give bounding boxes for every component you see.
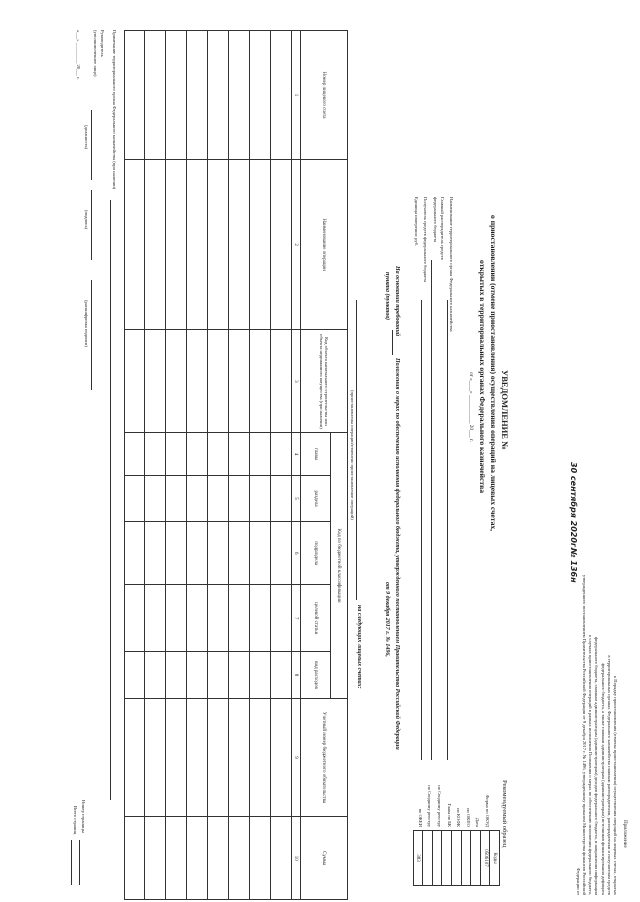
table-cell[interactable] xyxy=(229,585,250,652)
table-cell[interactable] xyxy=(229,433,250,475)
table-cell[interactable] xyxy=(166,433,187,475)
table-cell[interactable] xyxy=(250,433,271,475)
field-label: федерального бюджета xyxy=(433,197,438,243)
table-row xyxy=(208,31,229,900)
table-cell[interactable] xyxy=(187,817,208,900)
table-cell[interactable] xyxy=(187,31,208,160)
code-label: Глава по БК xyxy=(446,803,452,827)
table-cell[interactable] xyxy=(208,817,229,900)
table-cell[interactable] xyxy=(166,698,187,817)
code-label: по ОКПО xyxy=(465,808,471,827)
code-value xyxy=(423,831,433,886)
code-label: по Сводному реестру xyxy=(437,785,442,827)
table-cell[interactable] xyxy=(250,585,271,652)
footer-page-no: Номер страницы xyxy=(81,800,86,833)
table-cell[interactable] xyxy=(250,475,271,521)
th-account: Номер лицевого счета xyxy=(301,31,348,160)
table-row xyxy=(187,31,208,900)
table-cell[interactable] xyxy=(166,817,187,900)
basis-text2: от 9 декабря 2017 г. № 1496, xyxy=(384,582,390,657)
th-operation: Наименование операции xyxy=(301,160,348,330)
table-cell[interactable] xyxy=(145,330,166,433)
code-value: 383 xyxy=(413,831,423,886)
table-row xyxy=(250,31,271,900)
table-cell[interactable] xyxy=(271,652,292,698)
codes-header: Коды xyxy=(490,831,500,886)
doc-title: УВЕДОМЛЕНИЕ № xyxy=(500,370,510,450)
code-label: по ОКЕИ xyxy=(417,808,423,827)
code-label: по Сводному реестру xyxy=(427,785,433,827)
field-label: Главный распорядитель средств xyxy=(440,197,445,260)
footer-head-sub: (уполномоченное лицо) xyxy=(93,30,98,77)
table-cell[interactable] xyxy=(229,330,250,433)
table-cell[interactable] xyxy=(229,698,250,817)
table-cell[interactable] xyxy=(271,31,292,160)
table-row xyxy=(166,31,187,900)
table-cell[interactable] xyxy=(166,31,187,160)
table-cell[interactable] xyxy=(250,652,271,698)
table-cell[interactable] xyxy=(125,475,145,521)
footer-pos: (должность) xyxy=(84,125,89,150)
table-cell[interactable] xyxy=(125,652,145,698)
table-cell[interactable] xyxy=(250,522,271,585)
table-cell[interactable] xyxy=(125,330,145,433)
table-cell[interactable] xyxy=(166,160,187,330)
table-cell[interactable] xyxy=(145,31,166,160)
table-cell[interactable] xyxy=(145,522,166,585)
table-cell[interactable] xyxy=(208,330,229,433)
table-cell[interactable] xyxy=(145,475,166,521)
column-number: 10 xyxy=(292,817,301,900)
table-cell[interactable] xyxy=(166,330,187,433)
table-cell[interactable] xyxy=(145,433,166,475)
footer-decode: (расшифровка подписи) xyxy=(84,300,89,347)
th-uchetny: Учетный номер бюджетного обязательства xyxy=(301,698,348,817)
th-vid: вид расходов xyxy=(301,652,331,698)
table-cell[interactable] xyxy=(125,433,145,475)
appendix-title: Приложение xyxy=(622,820,628,848)
table-cell[interactable] xyxy=(125,31,145,160)
table-cell[interactable] xyxy=(208,698,229,817)
column-number: 1 xyxy=(292,31,301,160)
field-label: Наименование территориального органа Федерального казначейства xyxy=(449,197,454,332)
code-label: по КОФК xyxy=(456,808,462,827)
doc-date-line: от «____» ___________ 20___ г. xyxy=(468,372,474,442)
code-value xyxy=(471,831,481,886)
column-number: 8 xyxy=(292,652,301,698)
th-glava: главы xyxy=(301,433,331,475)
table-row xyxy=(125,31,145,900)
table-cell[interactable] xyxy=(250,31,271,160)
doc-subtitle-1: о приостановлении (отмене приостановления) осуществления операций на лицевых счетах, xyxy=(489,215,498,532)
table-cell[interactable] xyxy=(271,330,292,433)
table-cell[interactable] xyxy=(250,330,271,433)
table-cell[interactable] xyxy=(187,522,208,585)
footer-note: Примечание территориального органа Федерального казначейства (при наличии) xyxy=(112,30,117,190)
table-cell[interactable] xyxy=(187,160,208,330)
table-cell[interactable] xyxy=(208,31,229,160)
column-number: 2 xyxy=(292,160,301,330)
footer-pages: Всего страниц xyxy=(73,806,78,835)
code-value xyxy=(432,831,442,886)
table-cell[interactable] xyxy=(229,475,250,521)
table-cell[interactable] xyxy=(229,652,250,698)
column-number: 5 xyxy=(292,475,301,521)
table-cell[interactable] xyxy=(125,160,145,330)
field-label: Единица измерения: руб. xyxy=(414,197,419,247)
th-razdel: раздела xyxy=(301,475,331,521)
appendix-line: в территориальных органах Федерального казначейства главным распорядителям, распорядителям и получателям средств xyxy=(606,655,612,895)
code-value xyxy=(452,831,462,886)
table-cell[interactable] xyxy=(145,698,166,817)
table-cell[interactable] xyxy=(166,585,187,652)
table-cell[interactable] xyxy=(208,433,229,475)
code-value xyxy=(442,831,452,886)
appendix-line: утвержденного постановлением Правительства Российской Федерации от 9 декабря 2017 г. № 1496, утвержденному приказом Министерства финансов Российской xyxy=(582,574,587,895)
table-cell[interactable] xyxy=(125,698,145,817)
appendix-line: Федерации от xyxy=(575,867,581,895)
table-cell[interactable] xyxy=(271,522,292,585)
table-cell[interactable] xyxy=(208,475,229,521)
table-cell[interactable] xyxy=(145,160,166,330)
table-cell[interactable] xyxy=(166,652,187,698)
footer-date: «___» _________ 20___ г. xyxy=(76,30,81,80)
th-object: Код объекта капитального строительства или объекта недвижимого имущества (при наличии) xyxy=(301,330,348,433)
table-cell[interactable] xyxy=(271,475,292,521)
footer-sign: (подпись) xyxy=(84,210,89,230)
table-cell[interactable] xyxy=(187,585,208,652)
table-cell[interactable] xyxy=(187,698,208,817)
handwritten-number: № 136н xyxy=(569,548,578,583)
table-cell[interactable] xyxy=(187,433,208,475)
table-cell[interactable] xyxy=(271,817,292,900)
code-label: Дата xyxy=(475,817,481,827)
operations-table xyxy=(124,30,348,900)
table-cell[interactable] xyxy=(229,160,250,330)
basis-suffix: на следующих лицевых счетах: xyxy=(356,605,362,689)
table-cell[interactable] xyxy=(166,522,187,585)
table-cell[interactable] xyxy=(271,585,292,652)
column-number: 3 xyxy=(292,330,301,433)
th-podrazdel: подраздела xyxy=(301,522,331,585)
table-cell[interactable] xyxy=(271,160,292,330)
appendix-line: федерального бюджета, главным администраторам (администраторам) доходов федерального бюджета, и направления информации xyxy=(594,637,600,895)
code-value: 0506107 xyxy=(480,831,490,886)
doc-subtitle-2: открытых в территориальных органах Федерального казначейства xyxy=(478,260,487,494)
table-cell[interactable] xyxy=(208,522,229,585)
table-cell[interactable] xyxy=(229,817,250,900)
basis-text: Положения о мерах по обеспечению исполнения федерального бюджета, утвержденного постановлением Правительства Российской Федерации xyxy=(394,358,400,750)
recommended-sample: Рекомендуемый образец xyxy=(501,780,508,848)
handwritten-date: 30 сентября 2020г. xyxy=(569,462,578,551)
column-number: 6 xyxy=(292,522,301,585)
table-cell[interactable] xyxy=(125,522,145,585)
table-cell[interactable] xyxy=(250,817,271,900)
table-cell[interactable] xyxy=(187,475,208,521)
table-cell[interactable] xyxy=(187,652,208,698)
th-budget: Код по бюджетной классификации xyxy=(331,433,348,698)
table-cell[interactable] xyxy=(125,585,145,652)
appendix-line: федерального бюджета, а также главным администраторам (администраторам) источников финансирования дефицита xyxy=(600,663,606,895)
table-cell[interactable] xyxy=(250,698,271,817)
table-row xyxy=(145,31,166,900)
basis-sub: (приостановлены операции/отменено приостановление операций) xyxy=(350,390,355,520)
table-cell[interactable] xyxy=(208,585,229,652)
th-celevaya: целевой статьи xyxy=(301,585,331,652)
appendix-line: к Порядку приостановления (отмены приостановления) осуществления операций на лицевых счетах, открытых xyxy=(613,675,618,895)
column-number: 9 xyxy=(292,698,301,817)
table-cell[interactable] xyxy=(271,698,292,817)
column-number: 7 xyxy=(292,585,301,652)
field-label: Получатель средств федерального бюджета xyxy=(423,197,428,283)
table-cell[interactable] xyxy=(208,652,229,698)
table-cell[interactable] xyxy=(187,330,208,433)
basis-punkt: пункта (пунктов) xyxy=(384,272,390,321)
table-cell[interactable] xyxy=(229,522,250,585)
code-label: Форма по ОКУД xyxy=(485,794,490,827)
th-summa: Сумма xyxy=(301,817,348,900)
footer-head: Руководитель xyxy=(100,30,105,57)
table-row xyxy=(271,31,292,900)
codes-table xyxy=(413,830,500,886)
table-cell[interactable] xyxy=(271,433,292,475)
table-cell[interactable] xyxy=(125,817,145,900)
appendix-line: о случаях приостановления операций в рамках исполнения Положения о мерах по обеспечению исполнения федерального бюджета, xyxy=(588,634,594,895)
table-cell[interactable] xyxy=(145,652,166,698)
code-value xyxy=(461,831,471,886)
table-cell[interactable] xyxy=(208,160,229,330)
basis-prefix: На основании требований xyxy=(394,266,400,337)
table-cell[interactable] xyxy=(250,160,271,330)
table-cell[interactable] xyxy=(166,475,187,521)
table-row xyxy=(229,31,250,900)
column-number: 4 xyxy=(292,433,301,475)
table-cell[interactable] xyxy=(145,585,166,652)
table-cell[interactable] xyxy=(229,31,250,160)
table-cell[interactable] xyxy=(145,817,166,900)
